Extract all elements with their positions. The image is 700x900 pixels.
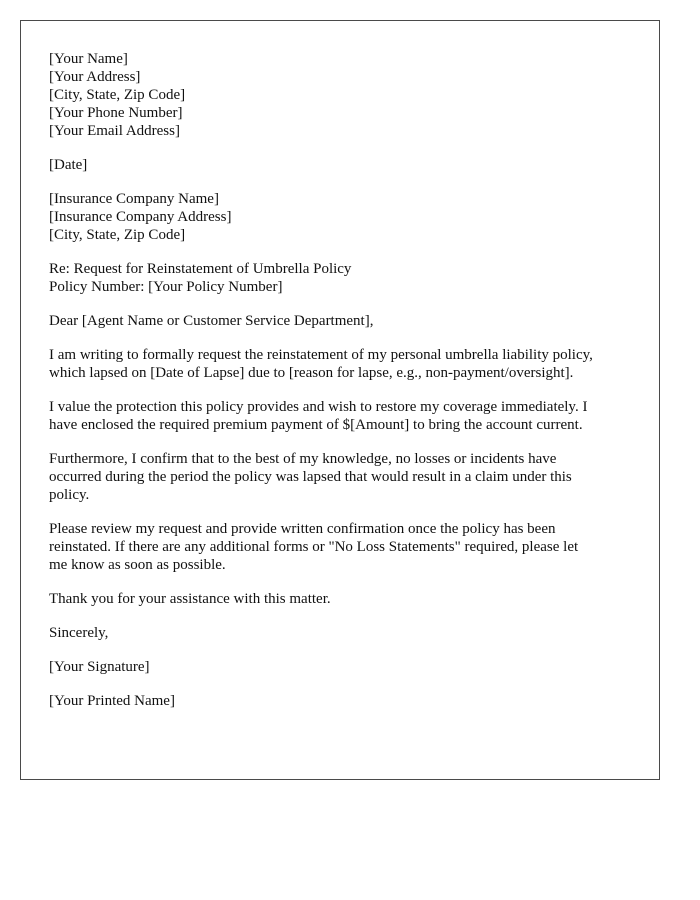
recipient-block xyxy=(49,190,639,244)
recipient-city-state-zip: [City, State, Zip Code] xyxy=(49,227,186,243)
salutation-block xyxy=(49,312,639,330)
body-paragraph-4 xyxy=(49,520,639,574)
printed-name-block xyxy=(49,692,639,710)
paragraph-line: which lapsed on [Date of Lapse] due to [reason for lapse, e.g., non-payment/oversight]. xyxy=(49,365,574,381)
closing: Sincerely, xyxy=(49,625,109,641)
closing-block xyxy=(49,624,639,642)
paragraph-line: I value the protection this policy provides and wish to restore my coverage immediately. I xyxy=(49,399,588,415)
paragraph-line: Thank you for your assistance with this matter. xyxy=(49,591,331,607)
recipient-company-address: [Insurance Company Address] xyxy=(49,209,232,225)
sender-email: [Your Email Address] xyxy=(49,123,180,139)
body-paragraph-3 xyxy=(49,450,639,504)
salutation: Dear [Agent Name or Customer Service Department], xyxy=(49,313,374,329)
letter-content xyxy=(49,50,639,726)
paragraph-line: occurred during the period the policy was lapsed that would result in a claim under this xyxy=(49,469,572,485)
paragraph-line: reinstated. If there are any additional forms or "No Loss Statements" required, please let xyxy=(49,539,579,555)
sender-phone: [Your Phone Number] xyxy=(49,105,183,121)
signature-block xyxy=(49,658,639,676)
paragraph-line: I am writing to formally request the reinstatement of my personal umbrella liability policy, xyxy=(49,347,593,363)
paragraph-line: me know as soon as possible. xyxy=(49,557,226,573)
paragraph-line: policy. xyxy=(49,487,90,503)
printed-name: [Your Printed Name] xyxy=(49,693,175,709)
subject-block xyxy=(49,260,639,296)
sender-address: [Your Address] xyxy=(49,69,141,85)
body-paragraph-1 xyxy=(49,346,639,382)
paragraph-line: Please review my request and provide written confirmation once the policy has been xyxy=(49,521,556,537)
paragraph-line: Furthermore, I confirm that to the best of my knowledge, no losses or incidents have xyxy=(49,451,557,467)
recipient-company-name: [Insurance Company Name] xyxy=(49,191,219,207)
sender-block xyxy=(49,50,639,140)
letter-page xyxy=(20,20,660,780)
paragraph-line: have enclosed the required premium payment of $[Amount] to bring the account current. xyxy=(49,417,583,433)
sender-city-state-zip: [City, State, Zip Code] xyxy=(49,87,186,103)
body-paragraph-5 xyxy=(49,590,639,608)
body-paragraph-2 xyxy=(49,398,639,434)
subject-policy-line: Policy Number: [Your Policy Number] xyxy=(49,279,283,295)
signature-placeholder: [Your Signature] xyxy=(49,659,150,675)
sender-name: [Your Name] xyxy=(49,51,128,67)
subject-re-line: Re: Request for Reinstatement of Umbrella Policy xyxy=(49,261,352,277)
letter-date: [Date] xyxy=(49,157,88,173)
date-block xyxy=(49,156,639,174)
